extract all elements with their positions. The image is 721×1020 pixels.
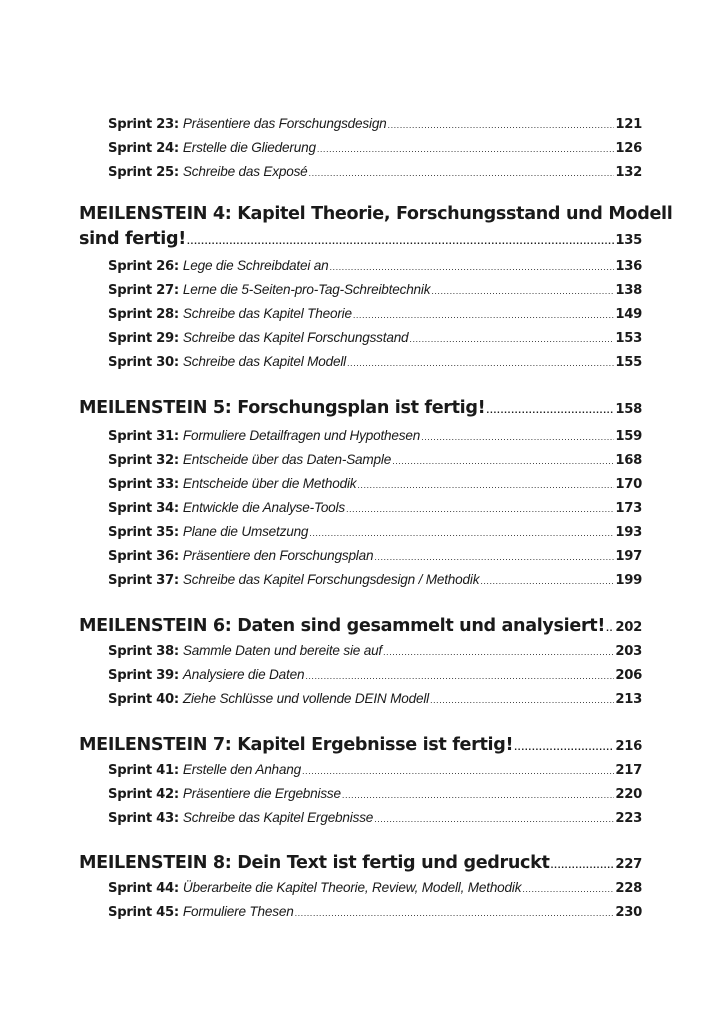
toc-sprint-31[interactable] (108, 428, 642, 452)
page-number: 197 (615, 549, 642, 564)
sprint-title: Erstelle den Anhang (182, 762, 302, 777)
dot-leader (388, 121, 615, 130)
toc-sprint-34[interactable] (108, 500, 642, 524)
page-number: 138 (615, 283, 642, 298)
toc-sprint-23[interactable] (108, 116, 642, 140)
sprint-label: Sprint 25: (108, 165, 179, 180)
sprint-label: Sprint 41: (108, 763, 179, 778)
sprint-title: Schreibe das Kapitel Forschungsstand (182, 330, 409, 345)
dot-leader (486, 406, 614, 415)
milestone-title: MEILENSTEIN 5: Forschungsplan ist fertig! (79, 398, 486, 418)
sprint-title: Schreibe das Kapitel Modell (182, 354, 346, 369)
toc-sprint-38[interactable] (108, 643, 642, 667)
dot-leader (317, 145, 615, 154)
sprint-title: Plane die Umsetzung (182, 524, 309, 539)
dot-leader (347, 359, 614, 368)
sprint-label: Sprint 34: (108, 501, 179, 516)
toc-milestone-4[interactable] (79, 229, 642, 249)
page-number: 136 (615, 259, 642, 274)
sprint-title: Entwickle die Analyse-Tools (182, 500, 345, 515)
sprint-label: Sprint 28: (108, 307, 179, 322)
page-number: 158 (615, 402, 642, 417)
sprint-label: Sprint 40: (108, 692, 179, 707)
dot-leader (346, 505, 614, 514)
page-number: 217 (615, 763, 642, 778)
sprint-title: Analysiere die Daten (182, 667, 305, 682)
toc-sprint-44[interactable] (108, 880, 642, 904)
page-number: 223 (615, 811, 642, 826)
sprint-title: Präsentiere den Forschungsplan (182, 548, 374, 563)
sprint-label: Sprint 23: (108, 117, 179, 132)
sprint-label: Sprint 26: (108, 259, 179, 274)
page-number: 149 (615, 307, 642, 322)
sprint-label: Sprint 44: (108, 881, 179, 896)
dot-leader (551, 861, 615, 870)
toc-sprint-36[interactable] (108, 548, 642, 572)
dot-leader (522, 885, 614, 894)
sprint-label: Sprint 39: (108, 668, 179, 683)
page-number: 213 (615, 692, 642, 707)
sprint-label: Sprint 32: (108, 453, 179, 468)
toc-sprint-32[interactable] (108, 452, 642, 476)
dot-leader (383, 648, 614, 657)
dot-leader (329, 263, 614, 272)
page-number: 135 (615, 233, 642, 248)
sprint-title: Entscheide über die Methodik (182, 476, 357, 491)
dot-leader (421, 433, 614, 442)
page-number: 227 (615, 857, 642, 872)
dot-leader (309, 169, 615, 178)
page-number: 159 (615, 429, 642, 444)
toc-sprint-29[interactable] (108, 330, 642, 354)
dot-leader (374, 815, 614, 824)
page-number: 155 (615, 355, 642, 370)
sprint-label: Sprint 36: (108, 549, 179, 564)
toc-sprint-45[interactable] (108, 904, 642, 928)
sprint-title: Präsentiere die Ergebnisse (182, 786, 341, 801)
sprint-label: Sprint 24: (108, 141, 179, 156)
dot-leader (302, 767, 614, 776)
dot-leader (353, 311, 615, 320)
page-number: 170 (615, 477, 642, 492)
sprint-title: Formuliere Detailfragen und Hypothesen (182, 428, 421, 443)
page-number: 168 (615, 453, 642, 468)
dot-leader (374, 553, 614, 562)
toc-milestone-7[interactable] (79, 735, 642, 755)
sprint-label: Sprint 37: (108, 573, 179, 588)
dot-leader (357, 481, 614, 490)
page-number: 199 (615, 573, 642, 588)
sprint-title: Schreibe das Kapitel Ergebnisse (182, 810, 374, 825)
toc-sprint-26[interactable] (108, 258, 642, 282)
dot-leader (480, 577, 614, 586)
toc-sprint-28[interactable] (108, 306, 642, 330)
dot-leader (431, 287, 614, 296)
page-number: 230 (615, 905, 642, 920)
toc-sprint-42[interactable] (108, 786, 642, 810)
sprint-label: Sprint 29: (108, 331, 179, 346)
sprint-label: Sprint 35: (108, 525, 179, 540)
sprint-title: Erstelle die Gliederung (182, 140, 316, 155)
page-number: 220 (615, 787, 642, 802)
sprint-title: Lerne die 5-Seiten-pro-Tag-Schreibtechnik (182, 282, 431, 297)
toc-sprint-27[interactable] (108, 282, 642, 306)
sprint-label: Sprint 33: (108, 477, 179, 492)
toc-sprint-39[interactable] (108, 667, 642, 691)
page-number: 193 (615, 525, 642, 540)
milestone-title-continued: sind fertig! (79, 229, 186, 249)
toc-sprint-35[interactable] (108, 524, 642, 548)
sprint-title: Schreibe das Kapitel Forschungsdesign / Methodik (182, 572, 480, 587)
toc-milestone-4-title[interactable]: MEILENSTEIN 4: Kapitel Theorie, Forschungsstand und Modell (79, 204, 673, 224)
sprint-label: Sprint 30: (108, 355, 179, 370)
dot-leader (342, 791, 614, 800)
sprint-title: Formuliere Thesen (182, 904, 294, 919)
dot-leader (606, 624, 614, 633)
sprint-title: Schreibe das Kapitel Theorie (182, 306, 352, 321)
milestone-title: MEILENSTEIN 6: Daten sind gesammelt und analysiert! (79, 616, 606, 636)
toc-sprint-43[interactable] (108, 810, 642, 834)
toc-milestone-8[interactable] (79, 853, 642, 873)
page-number: 121 (615, 117, 642, 132)
toc-sprint-24[interactable] (108, 140, 642, 164)
sprint-label: Sprint 27: (108, 283, 179, 298)
dot-leader (305, 672, 614, 681)
sprint-title: Entscheide über das Daten-Sample (182, 452, 392, 467)
toc-sprint-25[interactable] (108, 164, 642, 188)
sprint-title: Schreibe das Exposé (182, 164, 308, 179)
page-number: 216 (615, 739, 642, 754)
toc-milestone-6[interactable] (79, 616, 642, 636)
toc-milestone-5[interactable] (79, 398, 642, 418)
dot-leader (309, 529, 614, 538)
page-number: 173 (615, 501, 642, 516)
dot-leader (514, 743, 614, 752)
dot-leader (409, 335, 614, 344)
dot-leader (187, 237, 614, 246)
milestone-title: MEILENSTEIN 8: Dein Text ist fertig und gedruckt (79, 853, 550, 873)
sprint-title: Sammle Daten und bereite sie auf (182, 643, 383, 658)
toc-sprint-40[interactable] (108, 691, 642, 715)
toc-sprint-41[interactable] (108, 762, 642, 786)
sprint-title: Lege die Schreibdatei an (182, 258, 329, 273)
dot-leader (392, 457, 614, 466)
page-number: 132 (615, 165, 642, 180)
sprint-label: Sprint 43: (108, 811, 179, 826)
page-number: 203 (615, 644, 642, 659)
page-number: 228 (615, 881, 642, 896)
dot-leader (295, 909, 615, 918)
milestone-title: MEILENSTEIN 7: Kapitel Ergebnisse ist fertig! (79, 735, 514, 755)
toc-sprint-30[interactable] (108, 354, 642, 378)
page-number: 206 (615, 668, 642, 683)
page-number: 202 (615, 620, 642, 635)
sprint-title: Ziehe Schlüsse und vollende DEIN Modell (182, 691, 429, 706)
page-number: 126 (615, 141, 642, 156)
sprint-label: Sprint 45: (108, 905, 179, 920)
sprint-label: Sprint 38: (108, 644, 179, 659)
toc-sprint-37[interactable] (108, 572, 642, 596)
dot-leader (430, 696, 614, 705)
sprint-label: Sprint 42: (108, 787, 179, 802)
page-number: 153 (615, 331, 642, 346)
toc-sprint-33[interactable] (108, 476, 642, 500)
sprint-title: Präsentiere das Forschungsdesign (182, 116, 387, 131)
sprint-label: Sprint 31: (108, 429, 179, 444)
sprint-title: Überarbeite die Kapitel Theorie, Review, Modell, Methodik (182, 880, 522, 895)
